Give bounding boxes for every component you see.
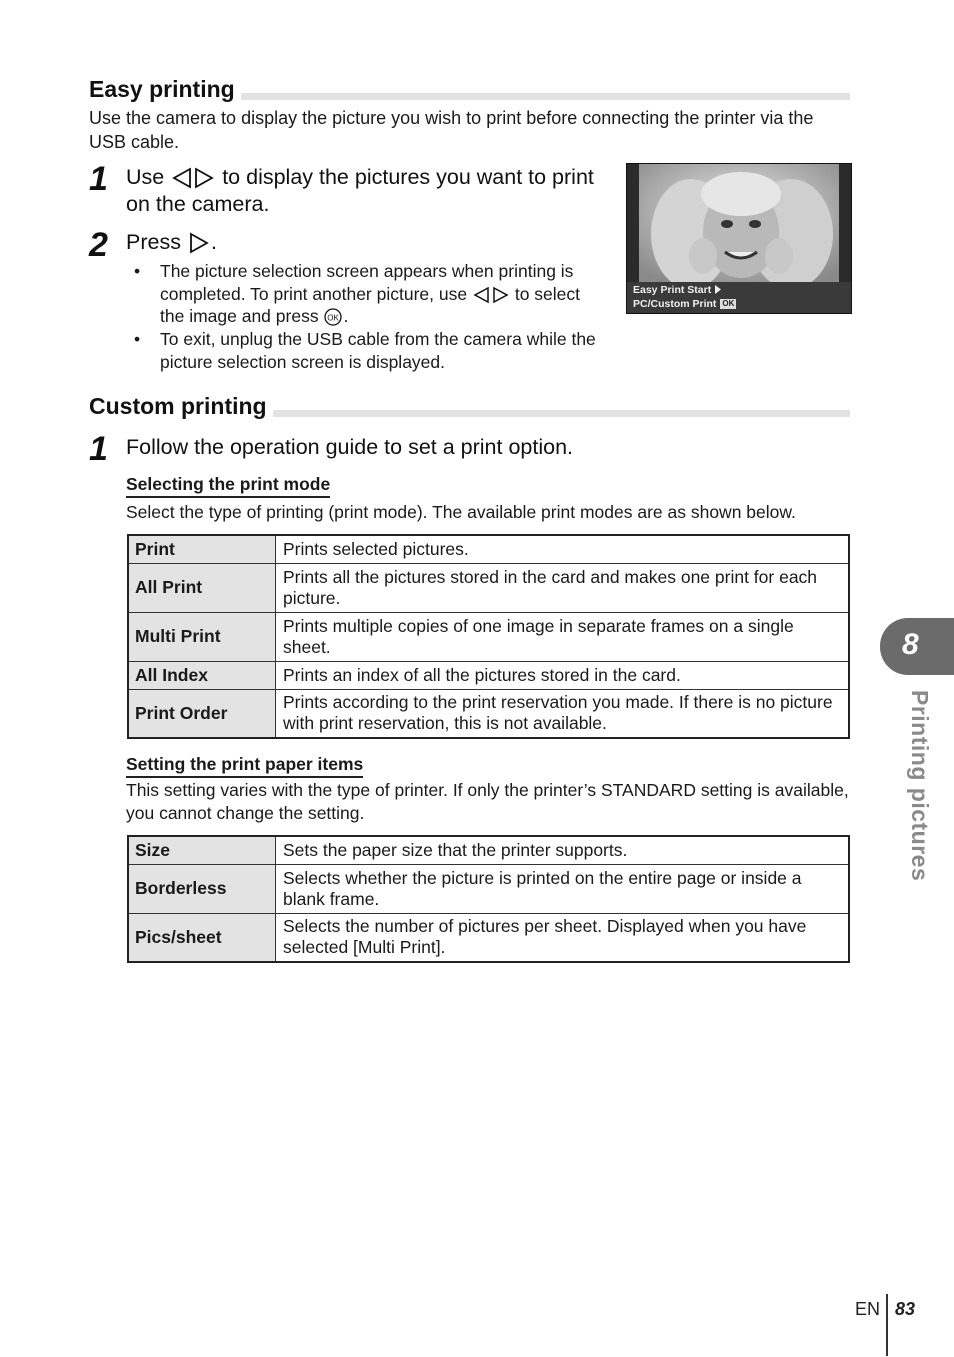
pc-custom-print-label: PC/Custom Print [633, 298, 717, 310]
footer-divider [886, 1294, 888, 1356]
paper-desc: Selects whether the picture is printed on the entire page or inside a blank frame. [276, 864, 850, 913]
step-2-post: . [210, 230, 217, 254]
mode-desc: Prints selected pictures. [276, 535, 850, 563]
table-row [128, 689, 849, 738]
mode-key: Print [128, 535, 276, 563]
bullet-1-c: . [343, 306, 349, 326]
page-number: 83 [895, 1299, 916, 1319]
bullet-2-text: To exit, unplug the USB cable from the camera while the picture selection screen is displayed. [160, 329, 596, 372]
camera-menu-line-1 [633, 284, 721, 297]
chapter-number: 8 [902, 628, 919, 661]
play-arrow-icon [714, 285, 721, 294]
footer-language: EN [855, 1299, 881, 1319]
child-photo-image [639, 164, 839, 282]
table-row [128, 864, 849, 913]
section-title: Easy printing [89, 76, 241, 102]
table-row [128, 836, 849, 864]
chapter-label: Printing pictures [907, 690, 933, 882]
left-right-arrow-icon [170, 167, 216, 189]
mode-intro: Select the type of printing (print mode). The available print modes are as shown below. [126, 502, 796, 522]
paper-key: Borderless [128, 864, 276, 913]
svg-text:OK: OK [327, 313, 340, 323]
bullet-1-b: to select the image and press [160, 283, 581, 326]
section-title: Custom printing [89, 393, 273, 419]
easy-intro: Use the camera to display the picture you wish to print before connecting the printer via the USB cable. [89, 108, 814, 152]
paper-key: Pics/sheet [128, 913, 276, 962]
camera-screen [626, 163, 852, 314]
section-heading-custom-printing [89, 389, 850, 419]
mode-key: Print Order [128, 689, 276, 738]
easy-print-start-label: Easy Print Start [633, 284, 712, 296]
paper-desc: Selects the number of pictures per sheet. Displayed when you have selected [Multi Print]. [276, 913, 850, 962]
table-row [128, 913, 849, 962]
ok-button-icon [323, 307, 343, 327]
bullet-1-a: The picture selection screen appears when printing is completed. To print another picture, use [160, 261, 574, 304]
step-1-post: to display the pictures you want to print on the camera. [126, 165, 594, 216]
ok-badge: OK [722, 299, 735, 308]
paper-desc: Sets the paper size that the printer supports. [276, 836, 850, 864]
custom-step-1-text: Follow the operation guide to set a print option. [126, 435, 574, 459]
mode-key: All Print [128, 563, 276, 612]
table-row [128, 661, 849, 689]
mode-key: All Index [128, 661, 276, 689]
subheading-paper-items: Setting the print paper items [126, 753, 363, 778]
step-1-text [126, 164, 596, 218]
mode-desc: Prints multiple copies of one image in separate frames on a single sheet. [276, 612, 850, 661]
paper-key: Size [128, 836, 276, 864]
table-row [128, 612, 849, 661]
left-right-arrow-icon [472, 286, 510, 304]
step-number: 1 [89, 160, 108, 198]
mode-desc: Prints all the pictures stored in the card and makes one print for each picture. [276, 563, 850, 612]
step-2-pre: Press [126, 230, 181, 254]
mode-desc: Prints an index of all the pictures stored in the card. [276, 661, 850, 689]
step-number: 1 [89, 430, 108, 468]
step-1-pre: Use [126, 165, 165, 189]
print-mode-table [127, 534, 850, 739]
subheading-print-mode: Selecting the print mode [126, 473, 330, 498]
table-row [128, 563, 849, 612]
camera-menu [627, 282, 851, 313]
table-row [128, 535, 849, 563]
mode-key: Multi Print [128, 612, 276, 661]
step-number: 2 [89, 226, 108, 264]
camera-menu-line-2 [633, 298, 736, 311]
section-heading-easy-printing [89, 72, 850, 102]
chapter-tab [880, 618, 954, 675]
paper-intro: This setting varies with the type of printer. If only the printer’s STANDARD setting is available, you cannot change the setting. [126, 780, 849, 823]
right-arrow-icon [187, 232, 211, 254]
paper-items-table [127, 835, 850, 963]
step-2-text [126, 229, 426, 256]
mode-desc: Prints according to the print reservation you made. If there is no picture with print reservation, this is not available. [276, 689, 850, 738]
